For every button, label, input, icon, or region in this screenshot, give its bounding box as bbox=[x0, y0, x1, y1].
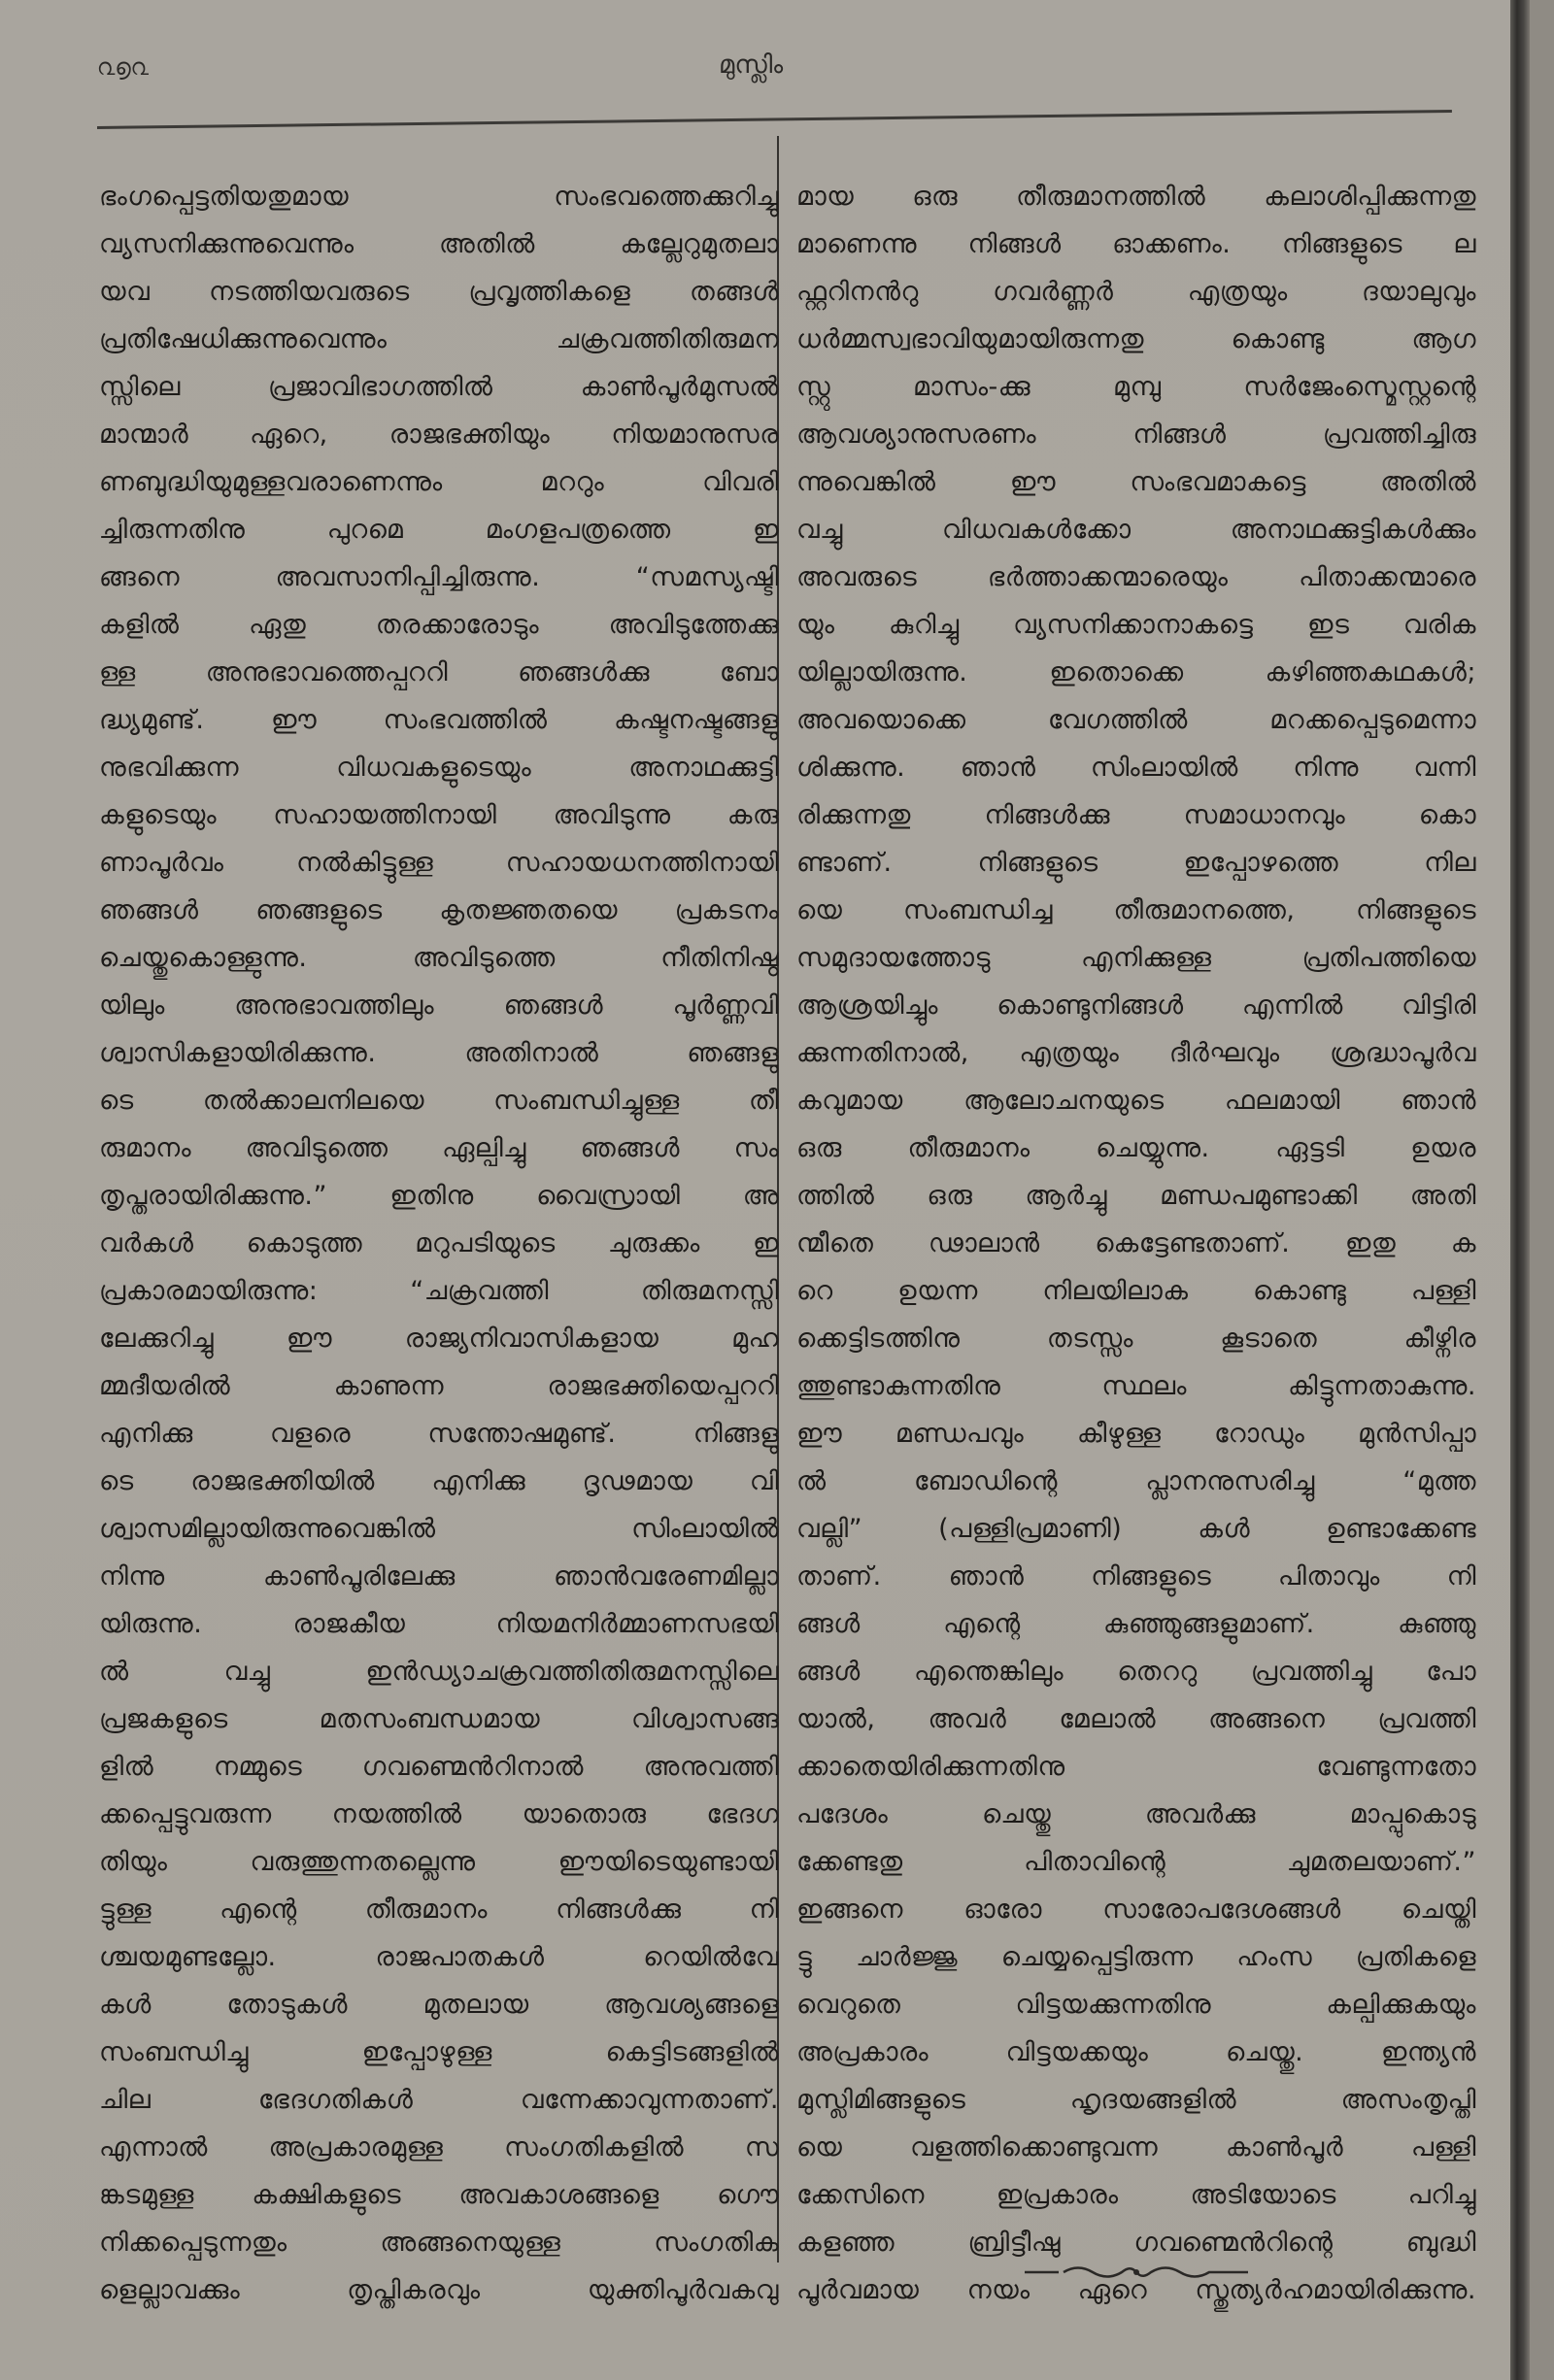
adjacent-page-edge bbox=[1530, 0, 1554, 2380]
text-line: റെ ഉയന്ന നിലയിലാക കൊണ്ടു പള്ളി bbox=[796, 1276, 1476, 1306]
book-spine-edge bbox=[1510, 0, 1530, 2380]
text-line: ന്നുവെങ്കിൽ ഈ സംഭവമാകട്ടെ അതിൽ bbox=[796, 467, 1476, 497]
text-line: ക്കാതെയിരിക്കുന്നതിനു വേണ്ടുന്നതോ bbox=[796, 1752, 1476, 1782]
page-number: ൨൭൨ bbox=[97, 53, 149, 81]
text-line: വല്ലി” (പള്ളിപ്രമാണി) കൾ ഉണ്ടാക്കേണ്ട bbox=[796, 1514, 1476, 1544]
text-line: യാൽ, അവർ മേലാൽ അങ്ങനെ പ്രവത്തി bbox=[796, 1704, 1476, 1734]
text-line: യിലും അനുഭാവത്തിലും ഞങ്ങൾ പൂർണ്ണവി bbox=[99, 990, 779, 1021]
text-line: വ്യസനിക്കുന്നുവെന്നും അതിൽ കല്ലേറുമുതലാ bbox=[99, 229, 779, 259]
text-line: അപ്രകാരം വിട്ടയക്കയും ചെയ്തു. ഇന്ത്യൻ bbox=[796, 2037, 1476, 2067]
text-line: ഫ്റ്ററിനൻറു ഗവർണ്ണർ എത്രയും ദയാലുവും bbox=[796, 277, 1476, 307]
text-line: യില്ലായിരുന്നു. ഇതൊക്കെ കഴിഞ്ഞകഥകൾ; bbox=[796, 657, 1476, 687]
text-line: ക്കെട്ടിടത്തിനു തടസ്സം കൂടാതെ കീഴ്നിര bbox=[796, 1324, 1476, 1354]
text-line: എനിക്കു വളരെ സന്തോഷമുണ്ട്. നിങ്ങളു bbox=[99, 1419, 779, 1449]
text-line: ക്കപ്പെട്ടുവരുന്ന നയത്തിൽ യാതൊരു ഭേദഗ bbox=[99, 1799, 779, 1829]
text-line: എന്നാൽ അപ്രകാരമുള്ള സംഗതികളിൽ സ bbox=[99, 2132, 779, 2162]
text-line: ച്ചിരുന്നതിനു പുറമെ മംഗളപത്രത്തെ ഇ bbox=[99, 515, 779, 545]
text-line: ധർമ്മസ്വഭാവിയുമായിരുന്നതു കൊണ്ടു ആഗ bbox=[796, 324, 1476, 354]
text-line: ണാപൂർവം നൽകിട്ടുള്ള സഹായധനത്തിനായി bbox=[99, 848, 779, 878]
text-line: നിക്കപ്പെടുന്നതും അങ്ങനെയുള്ള സംഗതിക bbox=[99, 2228, 779, 2258]
text-line: യവ നടത്തിയവരുടെ പ്രവൃത്തികളെ തങ്ങൾ bbox=[99, 277, 779, 307]
text-line: യെ വളത്തിക്കൊണ്ടുവന്ന കാൺപൂർ പള്ളി bbox=[796, 2132, 1476, 2162]
text-line: മ്മദീയരിൽ കാണുന്ന രാജഭക്തിയെപ്പററി bbox=[99, 1371, 779, 1401]
text-line: രുമാനം അവിടുത്തെ ഏല്പിച്ചു ഞങ്ങൾ സം bbox=[99, 1133, 779, 1163]
text-line: പ്രതിഷേധിക്കുന്നുവെന്നും ചക്രവത്തിതിരുമന bbox=[99, 324, 779, 354]
text-line: സ്റ്റു മാസം-ക്കു മുമ്പു സർജേംസ്മെസ്റ്റന്റെ bbox=[796, 372, 1476, 402]
text-line: ങ്ങനെ അവസാനിപ്പിച്ചിരുന്നു. “സമസ്യഷ്ടി bbox=[99, 562, 779, 592]
text-line: രിക്കുന്നതു നിങ്ങൾക്കു സമാധാനവും കൊ bbox=[796, 800, 1476, 830]
text-line: നുഭവിക്കുന്ന വിധവകളുടെയും അനാഥക്കുട്ടി bbox=[99, 753, 779, 783]
text-line: സംബന്ധിച്ചു ഇപ്പോഴുള്ള കെട്ടിടങ്ങളിൽ bbox=[99, 2037, 779, 2067]
ornament-flourish-icon bbox=[1020, 2263, 1253, 2282]
text-line: ന്മീതെ ഢാലാൻ കെട്ടേണ്ടതാണ്. ഇതു ക bbox=[796, 1228, 1476, 1258]
text-line: ക്കുന്നതിനാൽ, എത്രയും ദീർഘവും ശ്രദ്ധാപൂർവ bbox=[796, 1038, 1476, 1068]
text-line: ങ്ങൾ എന്റെ കുഞ്ഞുങ്ങളുമാണ്. കുഞ്ഞു bbox=[796, 1609, 1476, 1639]
text-line: പദേശം ചെയ്തു അവർക്കു മാപ്പുകൊടു bbox=[796, 1799, 1476, 1829]
text-line: നിന്നു കാൺപൂരിലേക്കു ഞാൻവരേണമില്ലാ bbox=[99, 1561, 779, 1592]
text-line: കവുമായ ആലോചനയുടെ ഫലമായി ഞാൻ bbox=[796, 1086, 1476, 1116]
text-line: ൽ വച്ചു ഇൻഡ്യാചക്രവത്തിതിരുമനസ്സിലെ bbox=[99, 1657, 779, 1687]
text-line: ദ്ധ്യമുണ്ട്. ഈ സംഭവത്തിൽ കഷ്ടനഷ്ടങ്ങളു bbox=[99, 705, 779, 735]
text-line: ത്തിൽ ഒരു ആർച്ചു മണ്ഡപമുണ്ടാക്കി അതി bbox=[796, 1181, 1476, 1211]
text-line: ക്കേണ്ടതു പിതാവിന്റെ ചുമതലയാണ്.” bbox=[796, 1847, 1476, 1877]
text-line: സ്സിലെ പ്രജാവിഭാഗത്തിൽ കാൺപൂർമുസൽ bbox=[99, 372, 779, 402]
text-line: ങ്കടമുള്ള കക്ഷികളുടെ അവകാശങ്ങളെ ഗൌ bbox=[99, 2180, 779, 2210]
text-line: ത്തുണ്ടാകുന്നതിനു സ്ഥലം കിട്ടുന്നതാകുന്നു. bbox=[796, 1371, 1476, 1401]
text-line: പൂർവമായ നയം ഏറെ സ്തുത്യർഹമായിരിക്കുന്നു. bbox=[796, 2275, 1476, 2305]
text-line: ചില ഭേദഗതികൾ വന്നേക്കാവുന്നതാണ്. bbox=[99, 2085, 779, 2115]
text-line: ടെ രാജഭക്തിയിൽ എനിക്കു ദൃഢമായ വി bbox=[99, 1466, 779, 1496]
text-line: യും കുറിച്ചു വ്യസനിക്കാനാകട്ടെ ഇട വരിക bbox=[796, 610, 1476, 640]
text-line: ആശ്രയിച്ചും കൊണ്ടുനിങ്ങൾ എന്നിൽ വിട്ടിരി bbox=[796, 990, 1476, 1021]
text-line: ള്ള അനുഭാവത്തെപ്പററി ഞങ്ങൾക്കു ബോ bbox=[99, 657, 779, 687]
text-line: ചെയ്തുകൊള്ളുന്നു. അവിടുത്തെ നീതിനിഷ്ഠ bbox=[99, 943, 779, 973]
text-line: ഈ മണ്ഡപവും കീഴുള്ള റോഡും മുൻസിപ്പാ bbox=[796, 1419, 1476, 1449]
text-line: മാന്മാർ ഏറെ, രാജഭക്തിയും നിയമാനുസര bbox=[99, 419, 779, 450]
text-line: ശ്വാസമില്ലായിരുന്നുവെങ്കിൽ സിംലായിൽ bbox=[99, 1514, 779, 1544]
text-line: ഇങ്ങനെ ഓരോ സാരോപദേശങ്ങൾ ചെയ്തി bbox=[796, 1894, 1476, 1925]
right-column bbox=[796, 173, 1476, 2314]
text-line: വച്ചു വിധവകൾക്കോ അനാഥക്കുട്ടികൾക്കും bbox=[796, 515, 1476, 545]
text-line: ഭംഗപ്പെട്ടതിയതുമായ സംഭവത്തെക്കുറിച്ചു bbox=[99, 182, 779, 212]
text-line: ആവശ്യാനുസരണം നിങ്ങൾ പ്രവത്തിച്ചിരു bbox=[796, 419, 1476, 450]
text-line: ഒരു തീരുമാനം ചെയ്യുന്നു. ഏട്ടടി ഉയര bbox=[796, 1133, 1476, 1163]
text-line: കളിൽ ഏതു തരക്കാരോടും അവിടുത്തേക്കു bbox=[99, 610, 779, 640]
text-line: ട്ടുള്ള എന്റെ തീരുമാനം നിങ്ങൾക്കു നി bbox=[99, 1894, 779, 1925]
text-line: കളഞ്ഞ ബ്രിട്ടീഷു ഗവണ്മെൻറിന്റെ ബുദ്ധി bbox=[796, 2228, 1476, 2258]
text-line: ശ്വാസികളായിരിക്കുന്നു. അതിനാൽ ഞങ്ങളു bbox=[99, 1038, 779, 1068]
text-line: കളുടെയും സഹായത്തിനായി അവിടുന്നു കരു bbox=[99, 800, 779, 830]
text-line: ണബുദ്ധിയുമുള്ളവരാണെന്നും മററും വിവരി bbox=[99, 467, 779, 497]
text-line: ശ്ചയമുണ്ടല്ലോ. രാജപാതകൾ റെയിൽവേ bbox=[99, 1942, 779, 1972]
text-line: താണ്. ഞാൻ നിങ്ങളുടെ പിതാവും നി bbox=[796, 1561, 1476, 1592]
text-line: ശിക്കുന്നു. ഞാൻ സിംലായിൽ നിന്നു വന്നി bbox=[796, 753, 1476, 783]
text-line: സമുദായത്തോടു എനിക്കുള്ള പ്രതിപത്തിയെ bbox=[796, 943, 1476, 973]
text-line: യിരുന്നു. രാജകീയ നിയമനിർമ്മാണസഭയി bbox=[99, 1609, 779, 1639]
running-title: മുസ്ലിം bbox=[719, 50, 784, 80]
left-column bbox=[99, 173, 779, 2314]
text-line: ൽ ബോഡിന്റെ പ്ലാനനുസരിച്ചു “മുത്ത bbox=[796, 1466, 1476, 1496]
text-line: ങ്ങൾ എന്തെങ്കിലും തെററു പ്രവത്തിച്ചു പോ bbox=[796, 1657, 1476, 1687]
text-line: ളിൽ നമ്മുടെ ഗവണ്മെൻറിനാൽ അനുവത്തി bbox=[99, 1752, 779, 1782]
text-line: ക്കേസിനെ ഇപ്രകാരം അടിയോടെ പറിച്ചു bbox=[796, 2180, 1476, 2210]
text-line: അവരുടെ ഭർത്താക്കന്മാരെയും പിതാക്കന്മാരെ bbox=[796, 562, 1476, 592]
text-line: മാണെന്നു നിങ്ങൾ ഓക്കണം. നിങ്ങളുടെ ല bbox=[796, 229, 1476, 259]
text-line: ണ്ടാണ്. നിങ്ങളുടെ ഇപ്പോഴത്തെ നില bbox=[796, 848, 1476, 878]
text-line: ളെല്ലാവക്കും തൃപ്തികരവും യുക്തിപൂർവകവു bbox=[99, 2275, 779, 2305]
text-line: പ്രകാരമായിരുന്നു: “ചക്രവത്തി തിരുമനസ്സി bbox=[99, 1276, 779, 1306]
text-line: വർകൾ കൊടുത്ത മറുപടിയുടെ ചുരുക്കം ഇ bbox=[99, 1228, 779, 1258]
text-line: യെ സംബന്ധിച്ച തീരുമാനത്തെ, നിങ്ങളുടെ bbox=[796, 895, 1476, 925]
text-line: പ്രജകളുടെ മതസംബന്ധമായ വിശ്വാസങ്ങ bbox=[99, 1704, 779, 1734]
text-line: കൾ തോടുകൾ മുതലായ ആവശ്യങ്ങളെ bbox=[99, 1990, 779, 2020]
text-line: ട്ടു ചാർജ്ജു ചെയ്യപ്പെട്ടിരുന്ന ഹംസ പ്രതികളെ bbox=[796, 1942, 1476, 1972]
text-line: തൃപ്തരായിരിക്കുന്നു.” ഇതിനു വൈസ്രായി അ bbox=[99, 1181, 779, 1211]
end-ornament bbox=[1020, 2263, 1253, 2282]
text-line: ഞങ്ങൾ ഞങ്ങളുടെ കൃതജ്ഞതയെ പ്രകടനം bbox=[99, 895, 779, 925]
text-line: ലേക്കുറിച്ചു ഈ രാജ്യനിവാസികളായ മുഹ bbox=[99, 1324, 779, 1354]
text-line: മായ ഒരു തീരുമാനത്തിൽ കലാശിപ്പിക്കുന്നതു bbox=[796, 182, 1476, 212]
text-line: ടെ തൽക്കാലനിലയെ സംബന്ധിച്ചുള്ള തീ bbox=[99, 1086, 779, 1116]
text-line: അവയൊക്കെ വേഗത്തിൽ മറക്കപ്പെടുമെന്നാ bbox=[796, 705, 1476, 735]
text-line: തിയും വരുത്തുന്നതല്ലെന്നു ഈയിടെയുണ്ടായി bbox=[99, 1847, 779, 1877]
text-line: വെറുതെ വിട്ടയക്കുന്നതിനു കല്പിക്കുകയും bbox=[796, 1990, 1476, 2020]
text-line: മുസ്ലിമിങ്ങളുടെ ഹൃദയങ്ങളിൽ അസംതൃപ്തി bbox=[796, 2085, 1476, 2115]
